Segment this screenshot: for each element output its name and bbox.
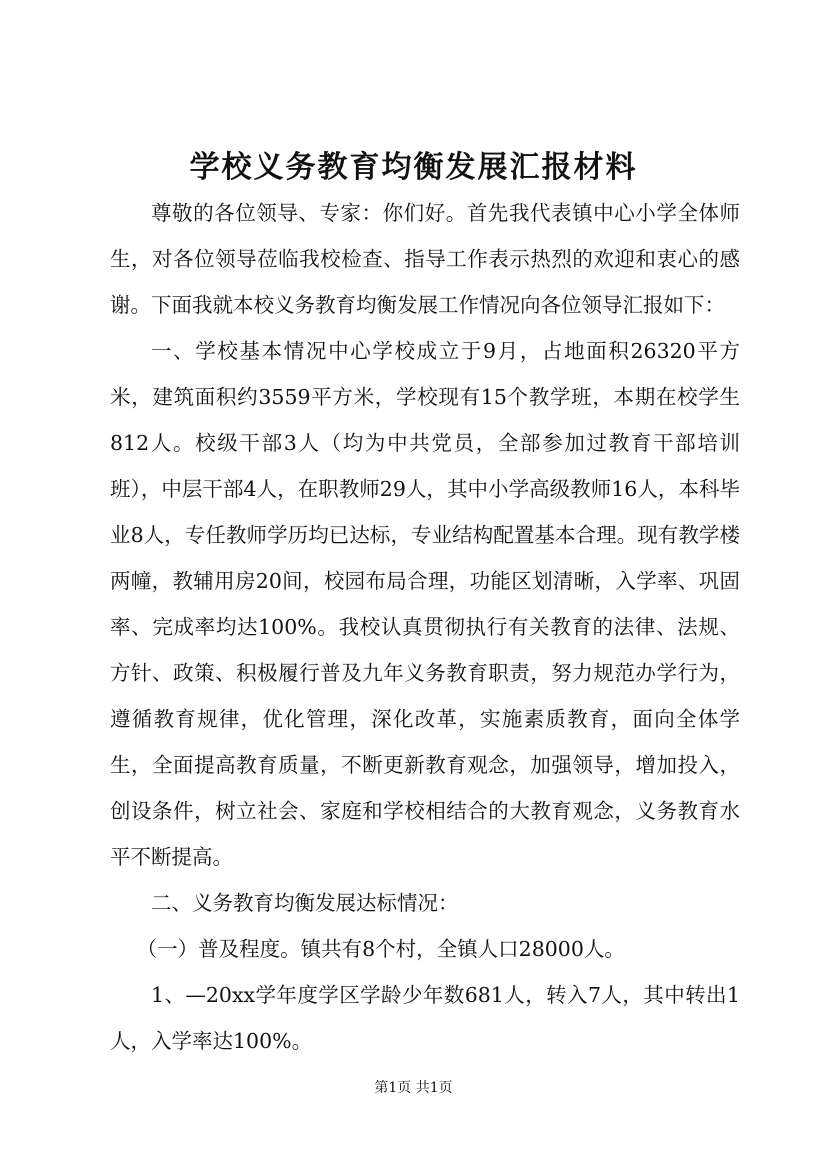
document-body	[110, 190, 740, 1064]
paragraph-subsection-one: （一）普及程度。镇共有8个村，全镇人口28000人。	[136, 937, 625, 961]
paragraph-greeting: 尊敬的各位领导、专家：你们好。首先我代表镇中心小学全体师生，对各位领导莅临我校检查、指导工作表示热烈的欢迎和衷心的感谢。下面我就本校义务教育均衡发展工作情况向各位领导汇报如下：	[110, 201, 740, 317]
paragraph-item-one: 1、—20xx学年度学区学龄少年数681人，转入7人，其中转出1人，入学率达100%。	[110, 983, 740, 1053]
paragraph-school-overview: 一、学校基本情况中心学校成立于9月，占地面积26320平方米，建筑面积约3559平方米，学校现有15个教学班，本期在校学生812人。校级干部3人（均为中共党员，全部参加过教育干部培训班），中层干部4人，在职教师29人，其中小学高级教师16人，本科毕业8人，专任教师学历均已达标，专业结构配置基本合理。现有教学楼两幢，教辅用房20间，校园布局合理，功能区划清晰，入学率、巩固率、完成率均达100%。我校认真贯彻执行有关教育的法律、法规、方针、政策、积极履行普及九年义务教育职责，努力规范办学行为，遵循教育规律，优化管理，深化改革，实施素质教育，面向全体学生，全面提高教育质量，不断更新教育观念，加强领导，增加投入，创设条件，树立社会、家庭和学校相结合的大教育观念，义务教育水平不断提高。	[110, 339, 740, 869]
page-footer: 第1页 共1页	[374, 1080, 453, 1096]
paragraph-section-two-heading: 二、义务教育均衡发展达标情况：	[151, 891, 459, 915]
document-title: 学校义务教育均衡发展汇报材料	[189, 150, 638, 185]
